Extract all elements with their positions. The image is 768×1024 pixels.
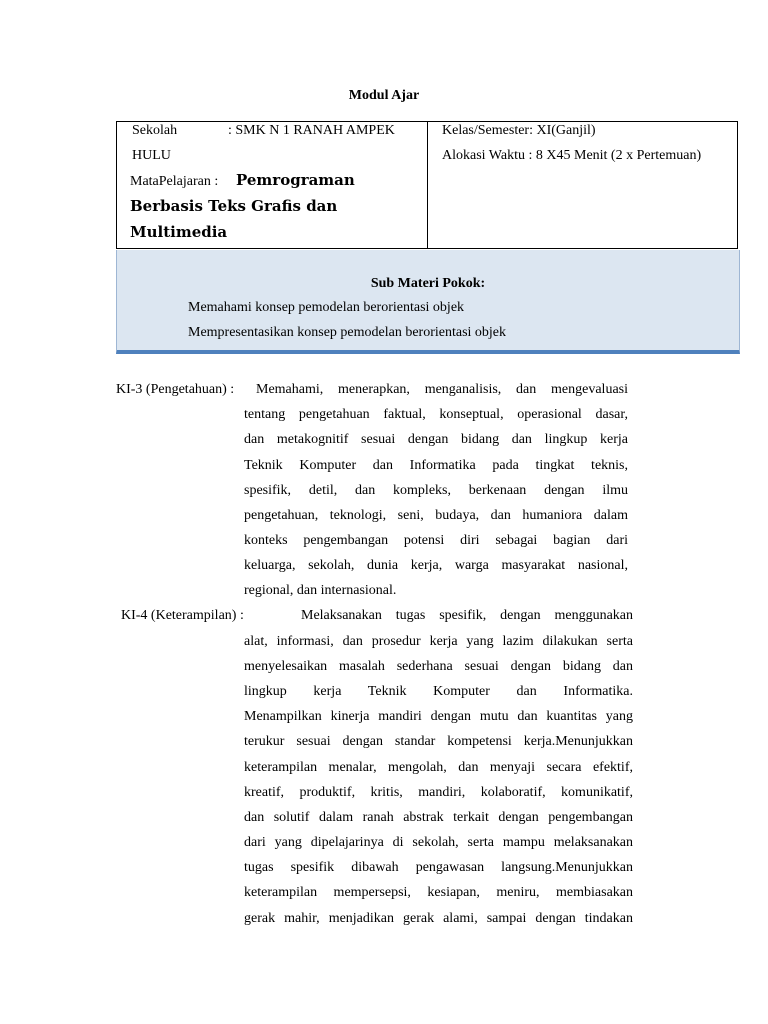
ki3-line: konteks pengembangan potensi diri sebagai bagian dari [244, 533, 628, 548]
ki3-line: keluarga, sekolah, dunia kerja, warga masyarakat nasional, [244, 558, 628, 573]
sub-materi-item: Memahami konsep pemodelan berorientasi objek [188, 300, 465, 315]
ki3-line: pengetahuan, teknologi, seni, budaya, dan humaniora dalam [244, 508, 628, 523]
ki3-line: dan metakognitif sesuai dengan bidang dan lingkup kerja [244, 432, 628, 447]
sekolah-value-cont: HULU [132, 148, 171, 163]
info-right-cell [428, 122, 737, 248]
ki3-line: regional, dan internasional. [244, 583, 397, 598]
mapel-label: MataPelajaran : [130, 174, 219, 189]
sub-materi-title: Sub Materi Pokok: [370, 276, 486, 291]
ki4-line: keterampilan menalar, mengolah, dan menyaji secara efektif, [244, 760, 633, 775]
ki4-line: Melaksanakan tugas spesifik, dengan menggunakan [301, 608, 633, 623]
module-info-table [116, 121, 738, 249]
ki3-line: Memahami, menerapkan, menganalisis, dan mengevaluasi [256, 382, 628, 397]
ki3-line: tentang pengetahuan faktual, konseptual, operasional dasar, [244, 407, 628, 422]
ki4-line: gerak mahir, menjadikan gerak alami, sampai dengan tindakan [244, 911, 633, 926]
mapel-value-cont: Berbasis Teks Grafis dan [130, 197, 338, 215]
info-left-cell [117, 122, 428, 248]
ki4-line: dari yang dipelajarinya di sekolah, serta mampu melaksanakan [244, 835, 633, 850]
ki4-line: kreatif, produktif, kritis, mandiri, kolaboratif, komunikatif, [244, 785, 633, 800]
mapel-value-end: Multimedia [130, 223, 228, 241]
ki4-line: terukur sesuai dengan standar kompetensi kerja.Menunjukkan [244, 734, 633, 749]
sub-materi-item: Mempresentasikan konsep pemodelan berorientasi objek [188, 325, 507, 340]
ki3-label: KI-3 (Pengetahuan) : [116, 382, 235, 397]
ki4-label: KI-4 (Keterampilan) : [121, 608, 244, 623]
sekolah-value: : SMK N 1 RANAH AMPEK [228, 123, 395, 138]
sekolah-label: Sekolah [132, 123, 178, 138]
ki4-line: menyelesaikan masalah sederhana sesuai dengan bidang dan [244, 659, 633, 674]
ki4-line: keterampilan mempersepsi, kesiapan, meniru, membiasakan [244, 885, 633, 900]
ki4-line: lingkup kerja Teknik Komputer dan Informatika. [244, 684, 633, 699]
ki3-line: spesifik, detil, dan kompleks, berkenaan dengan ilmu [244, 483, 628, 498]
ki3-line: Teknik Komputer dan Informatika pada tingkat teknis, [244, 458, 628, 473]
mapel-value: Pemrograman [236, 171, 355, 189]
kelas-semester: Kelas/Semester: XI(Ganjil) [442, 123, 596, 138]
alokasi-waktu: Alokasi Waktu : 8 X45 Menit (2 x Pertemuan) [442, 148, 702, 163]
sub-materi-box [116, 250, 740, 354]
ki4-line: alat, informasi, dan prosedur kerja yang lazim dilakukan serta [244, 634, 633, 649]
ki4-line: Menampilkan kinerja mandiri dengan mutu dan kuantitas yang [244, 709, 633, 724]
ki4-line: tugas spesifik dibawah pengawasan langsung.Menunjukkan [244, 860, 633, 875]
ki4-line: dan solutif dalam ranah abstrak terkait dengan pengembangan [244, 810, 633, 825]
document-title: Modul Ajar [348, 88, 420, 103]
